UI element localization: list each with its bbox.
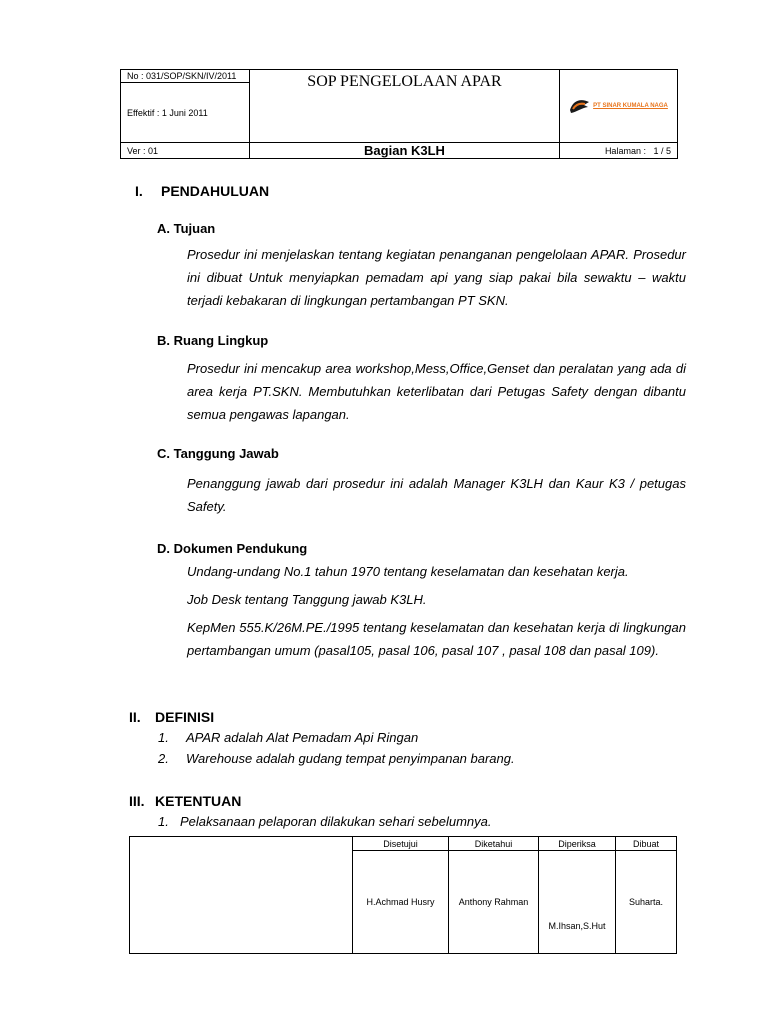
- doc-number: No : 031/SOP/SKN/IV/2011: [121, 70, 249, 83]
- list-item: [158, 730, 418, 745]
- logo-text: PT SINAR KUMALA NAGA: [593, 103, 668, 109]
- page-number: [560, 143, 678, 159]
- approval-header: Disetujui: [353, 837, 449, 851]
- subsection-c-text: Penanggung jawab dari prosedur ini adalah Manager K3LH dan Kaur K3 / petugas Safety.: [187, 476, 686, 514]
- version: Ver : 01: [121, 143, 250, 159]
- section-3-number: III.: [129, 793, 145, 809]
- subsection-c-title: C. Tanggung Jawab: [157, 446, 279, 461]
- section-1-title: PENDAHULUAN: [161, 183, 270, 199]
- list-item: [158, 814, 492, 829]
- logo-cell: [560, 70, 678, 143]
- section-1-heading: [135, 183, 269, 199]
- section-2-number: II.: [129, 709, 141, 725]
- supporting-doc-2: Job Desk tentang Tanggung jawab K3LH.: [187, 592, 427, 607]
- approval-name: Suharta.: [616, 851, 677, 954]
- section-1-number: I.: [135, 183, 143, 199]
- list-item-number: 2.: [158, 751, 169, 766]
- page-label: Halaman :: [604, 145, 646, 156]
- approval-name: Anthony Rahman: [449, 851, 539, 954]
- subsection-b-text: Prosedur ini mencakup area workshop,Mess,Office,Genset dan peralatan yang ada di area kerja PT.SKN. Membutuhkan keterlibatan dari Petugas Safety dengan dibantu semua pengawas lapangan.: [187, 361, 686, 422]
- company-logo: [560, 98, 677, 114]
- subsection-b-title: B. Ruang Lingkup: [157, 333, 269, 348]
- effective-date: Effektif : 1 Juni 2011: [127, 108, 208, 118]
- approval-name: H.Achmad Husry: [353, 851, 449, 954]
- supporting-doc-3: KepMen 555.K/26M.PE./1995 tentang keselamatan dan kesehatan kerja di lingkungan pertambangan umum (pasal105, pasal 106, pasal 107 , pasal 108 dan pasal 109).: [187, 620, 686, 658]
- list-item-text: APAR adalah Alat Pemadam Api Ringan: [186, 730, 419, 745]
- subsection-a-title: A. Tujuan: [157, 221, 216, 236]
- document-title-text: SOP PENGELOLAAN APAR: [307, 73, 502, 90]
- approval-header: Diketahui: [449, 837, 539, 851]
- supporting-doc-1: Undang-undang No.1 tahun 1970 tentang keselamatan dan kesehatan kerja.: [187, 564, 629, 579]
- document-title: [250, 70, 560, 143]
- approval-table: [129, 836, 677, 954]
- approval-header: Diperiksa: [539, 837, 616, 851]
- section-3-heading: [129, 793, 241, 809]
- dragon-logo-icon: [569, 98, 591, 114]
- list-item-text: Pelaksanaan pelaporan dilakukan sehari sebelumnya.: [180, 814, 492, 829]
- list-item-number: 1.: [158, 814, 169, 829]
- section-3-title: KETENTUAN: [155, 793, 242, 809]
- department: Bagian K3LH: [250, 143, 560, 159]
- subsection-a-text: Prosedur ini menjelaskan tentang kegiatan penanganan pengelolaan APAR. Prosedur ini dibuat Untuk menyiapkan pemadam api yang siap pakai bila sewaktu – waktu terjadi kebakaran di lingkungan pertambangan PT SKN.: [187, 247, 686, 308]
- list-item-text: Warehouse adalah gudang tempat penyimpanan barang.: [186, 751, 515, 766]
- page-value: 1 / 5: [653, 145, 671, 156]
- section-2-heading: [129, 709, 214, 725]
- approval-header: Dibuat: [616, 837, 677, 851]
- document-header: [120, 69, 678, 159]
- header-meta-cell: [121, 70, 250, 143]
- list-item: [158, 751, 515, 766]
- approval-name: M.Ihsan,S.Hut: [539, 851, 616, 954]
- section-2-title: DEFINISI: [155, 709, 215, 725]
- subsection-d-title: D. Dokumen Pendukung: [157, 541, 308, 556]
- list-item-number: 1.: [158, 730, 169, 745]
- approval-blank-cell: [130, 837, 353, 954]
